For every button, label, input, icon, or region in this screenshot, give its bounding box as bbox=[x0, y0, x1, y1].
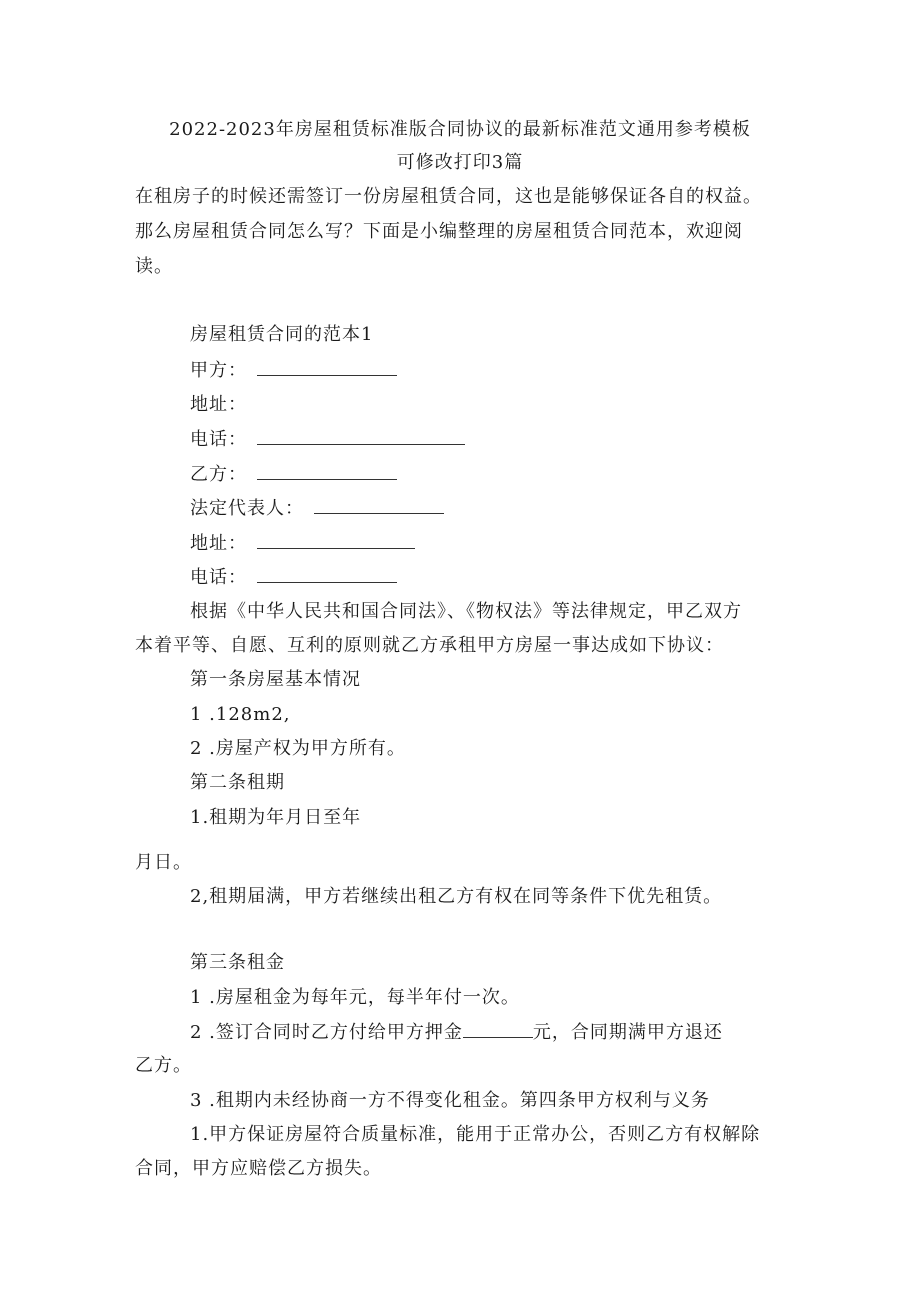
party-b-label: 乙方： bbox=[190, 464, 247, 485]
article2-heading: 第二条租期 bbox=[190, 772, 285, 793]
article2-item1-cont: 月日。 bbox=[135, 852, 192, 873]
article2-item1: 1.租期为年月日至年 bbox=[190, 807, 362, 828]
article3-item1: 1 .房屋租金为每年元，每半年付一次。 bbox=[190, 987, 520, 1008]
phone-a-row bbox=[190, 426, 465, 453]
party-a-label: 甲方： bbox=[190, 360, 247, 381]
doc-title-line2: 可修改打印3篇 bbox=[396, 152, 524, 173]
party-b-row bbox=[190, 461, 397, 488]
article3-item2-b: 元，合同期满甲方退还 bbox=[532, 1022, 723, 1043]
addr-b-label: 地址： bbox=[190, 533, 247, 554]
rep-row bbox=[190, 495, 444, 522]
article4-item1-cont: 合同，甲方应赔偿乙方损失。 bbox=[135, 1158, 382, 1179]
intro-line2: 那么房屋租赁合同怎么写？下面是小编整理的房屋租赁合同范本，欢迎阅 bbox=[135, 221, 743, 242]
phone-b-blank bbox=[257, 564, 397, 583]
article2-item2: 2,租期届满，甲方若继续出租乙方有权在同等条件下优先租赁。 bbox=[190, 886, 723, 907]
phone-a-label: 电话： bbox=[190, 429, 247, 450]
basis-line1: 根据《中华人民共和国合同法》、《物权法》等法律规定，甲乙双方 bbox=[190, 601, 742, 622]
rep-blank bbox=[314, 495, 444, 514]
party-b-blank bbox=[257, 461, 397, 480]
article3-item2 bbox=[190, 1019, 723, 1046]
addr-a-label: 地址： bbox=[190, 394, 247, 415]
addr-b-row bbox=[190, 530, 415, 557]
phone-b-label: 电话： bbox=[190, 567, 247, 588]
party-a-blank bbox=[257, 357, 397, 376]
article1-heading: 第一条房屋基本情况 bbox=[190, 669, 361, 690]
article3-item2-cont: 乙方。 bbox=[135, 1055, 192, 1076]
intro-line3: 读。 bbox=[135, 256, 173, 277]
article3-item2-a: 2 .签订合同时乙方付给甲方押金 bbox=[190, 1022, 463, 1043]
contract-heading: 房屋租赁合同的范本1 bbox=[190, 324, 374, 345]
phone-b-row bbox=[190, 564, 397, 591]
phone-a-blank bbox=[257, 426, 465, 445]
rep-label: 法定代表人： bbox=[190, 498, 304, 519]
deposit-blank bbox=[463, 1019, 533, 1038]
article1-item2: 2 .房屋产权为甲方所有。 bbox=[190, 738, 406, 759]
article1-item1: 1 .128m2, bbox=[190, 704, 291, 725]
intro-line1: 在租房子的时候还需签订一份房屋租赁合同，这也是能够保证各自的权益。 bbox=[135, 186, 762, 207]
addr-b-blank bbox=[257, 530, 415, 549]
article3-item3: 3 .租期内未经协商一方不得变化租金。第四条甲方权利与义务 bbox=[190, 1090, 710, 1111]
doc-title-line1: 2022-2023年房屋租赁标准版合同协议的最新标准范文通用参考模板 bbox=[169, 119, 751, 140]
article3-heading: 第三条租金 bbox=[190, 952, 285, 973]
article4-item1: 1.甲方保证房屋符合质量标准，能用于正常办公，否则乙方有权解除 bbox=[190, 1124, 761, 1145]
basis-line2: 本着平等、自愿、互利的原则就乙方承租甲方房屋一事达成如下协议： bbox=[135, 635, 724, 656]
party-a-row bbox=[190, 357, 397, 384]
